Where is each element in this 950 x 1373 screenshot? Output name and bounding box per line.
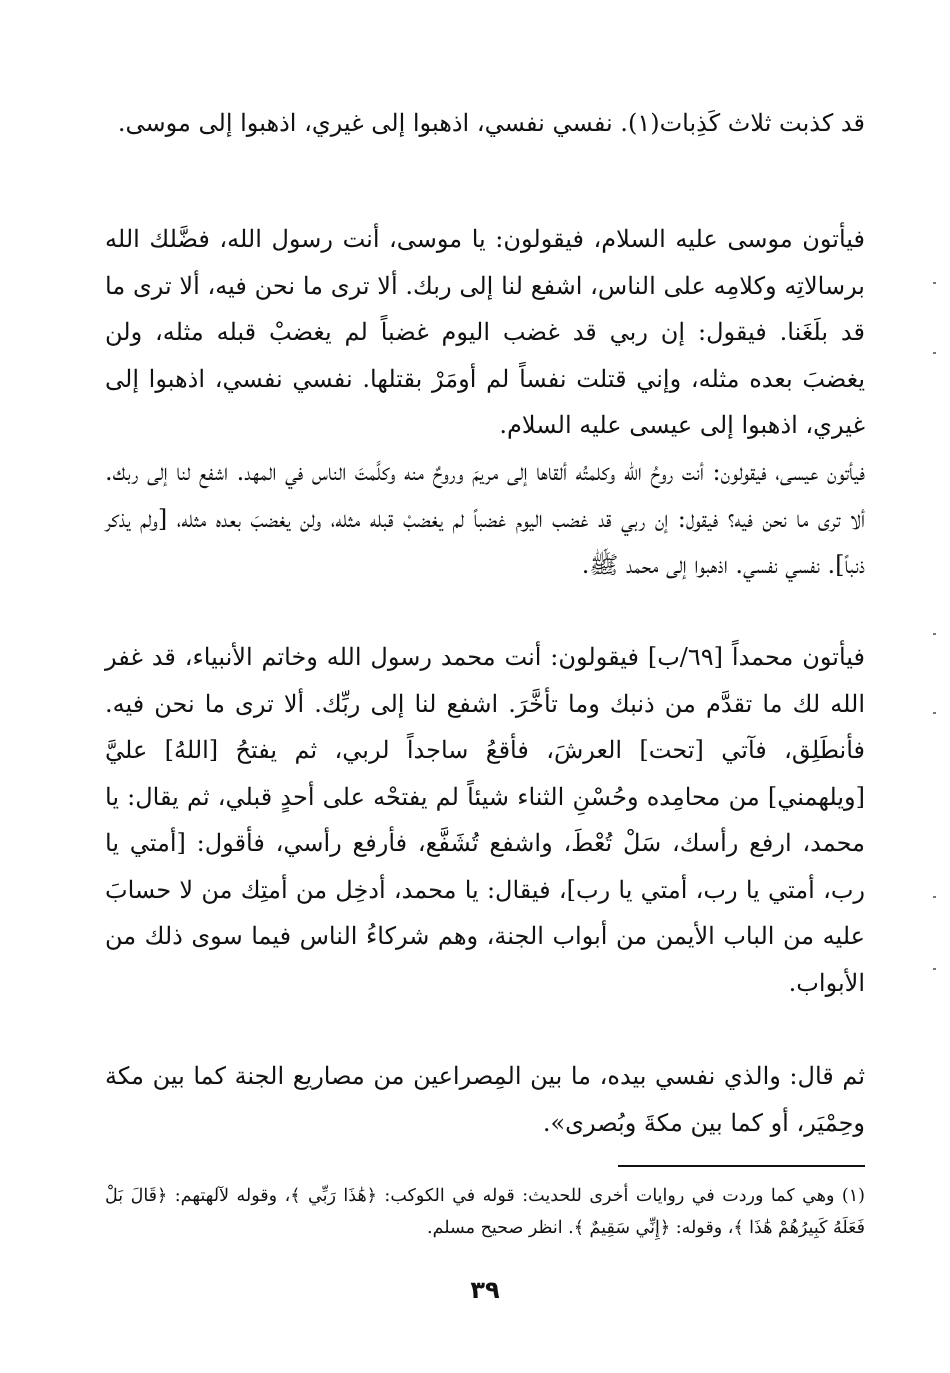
scan-speck bbox=[933, 352, 936, 354]
scan-speck bbox=[933, 282, 936, 284]
footnote: (١) وهي كما وردت في روايات أخرى للحديث: قوله في الكوكب: ﴿هَٰذَا رَبِّي ﴾، وقوله لآلهتهم: ﴿قَالَ بَلْ فَعَلَهُ كَبِيرُهُمْ هَٰذَا ﴾، وقوله: ﴿إِنِّي سَقِيمٌ ﴾. انظر صحيح مسلم. bbox=[105, 1186, 865, 1238]
page-number: ٣٩ bbox=[470, 1276, 500, 1304]
paragraph-5: ثم قال: والذي نفسي بيده، ما بين المِصراعين من مصاريع الجنة كما بين مكة وحِمْيَر، أو كما بين مكةَ وبُصرى». bbox=[105, 1062, 865, 1137]
scan-speck bbox=[933, 712, 936, 714]
scan-margin-marks bbox=[910, 0, 950, 1373]
book-page bbox=[105, 0, 865, 1373]
paragraph-4: فيأتون محمداً [٦٩/ب] فيقولون: أنت محمد رسول الله وخاتم الأنبياء، قد غفر الله لك ما تقدَّم من ذنبك وما تأخَّرَ. اشفع لنا إلى ربِّك. ألا ترى ما نحن فيه. فأنطَلِق، فآتي [تحت] العرشَ، فأقعُ ساجداً لربي، ثم يفتحُ [اللهُ] عليَّ [ويلهمني] من محامِده وحُسْنِ الثناء شيئاً لم يفتحْه على أحدٍ قبلي، ثم يقال: يا محمد، ارفع رأسك، سَلْ تُعْطَ، واشفع تُشَفَّع، فأرفع رأسي، فأقول: [أمتي يا رب، أمتي يا رب، أمتي يا رب]، فيقال: يا محمد، أدخِل من أمتِك من لا حسابَ عليه من الباب الأيمن من أبواب الجنة، وهم شركاءُ الناس فيما سوى ذلك من الأبواب. bbox=[105, 643, 865, 997]
scan-speck bbox=[933, 968, 936, 970]
paragraph-1: قد كذبت ثلاث كَذِبات(١). نفسي نفسي، اذهبوا إلى غيري، اذهبوا إلى موسى. bbox=[117, 109, 865, 137]
paragraph-2: فيأتون موسى عليه السلام، فيقولون: يا موسى، أنت رسول الله، فضَّلك الله برسالاتِه وكلامِه على الناس، اشفع لنا إلى ربك. ألا ترى ما نحن فيه، ألا ترى ما قد بلَغَنا. فيقول: إن ربي قد غضب اليوم غضباً لم يغضبْ قبله مثله، ولن يغضبَ بعده مثله، وإني قتلت نفساً لم أومَرْ بقتلها. نفسي نفسي، اذهبوا إلى غيري، اذهبوا إلى عيسى عليه السلام. bbox=[105, 225, 865, 439]
footnote-divider bbox=[618, 1165, 865, 1167]
scan-speck bbox=[933, 896, 936, 898]
scan-speck bbox=[933, 633, 936, 635]
paragraph-3: فيأتون عيسى، فيقولون: أنت روحُ الله وكلمتُه ألقاها إلى مريمَ وروحٌ منه وكلَّمتَ الناس في المهد. اشفع لنا إلى ربك. ألا ترى ما نحن فيه؟ فيقول: إن ربي قد غضب اليوم غضباً لم يغضبْ قبله مثله، ولن يغضبَ بعده مثله، [ولم يذكر ذنباً]. نفسي نفسي. اذهبوا إلى محمد ﷺ. bbox=[105, 458, 865, 579]
